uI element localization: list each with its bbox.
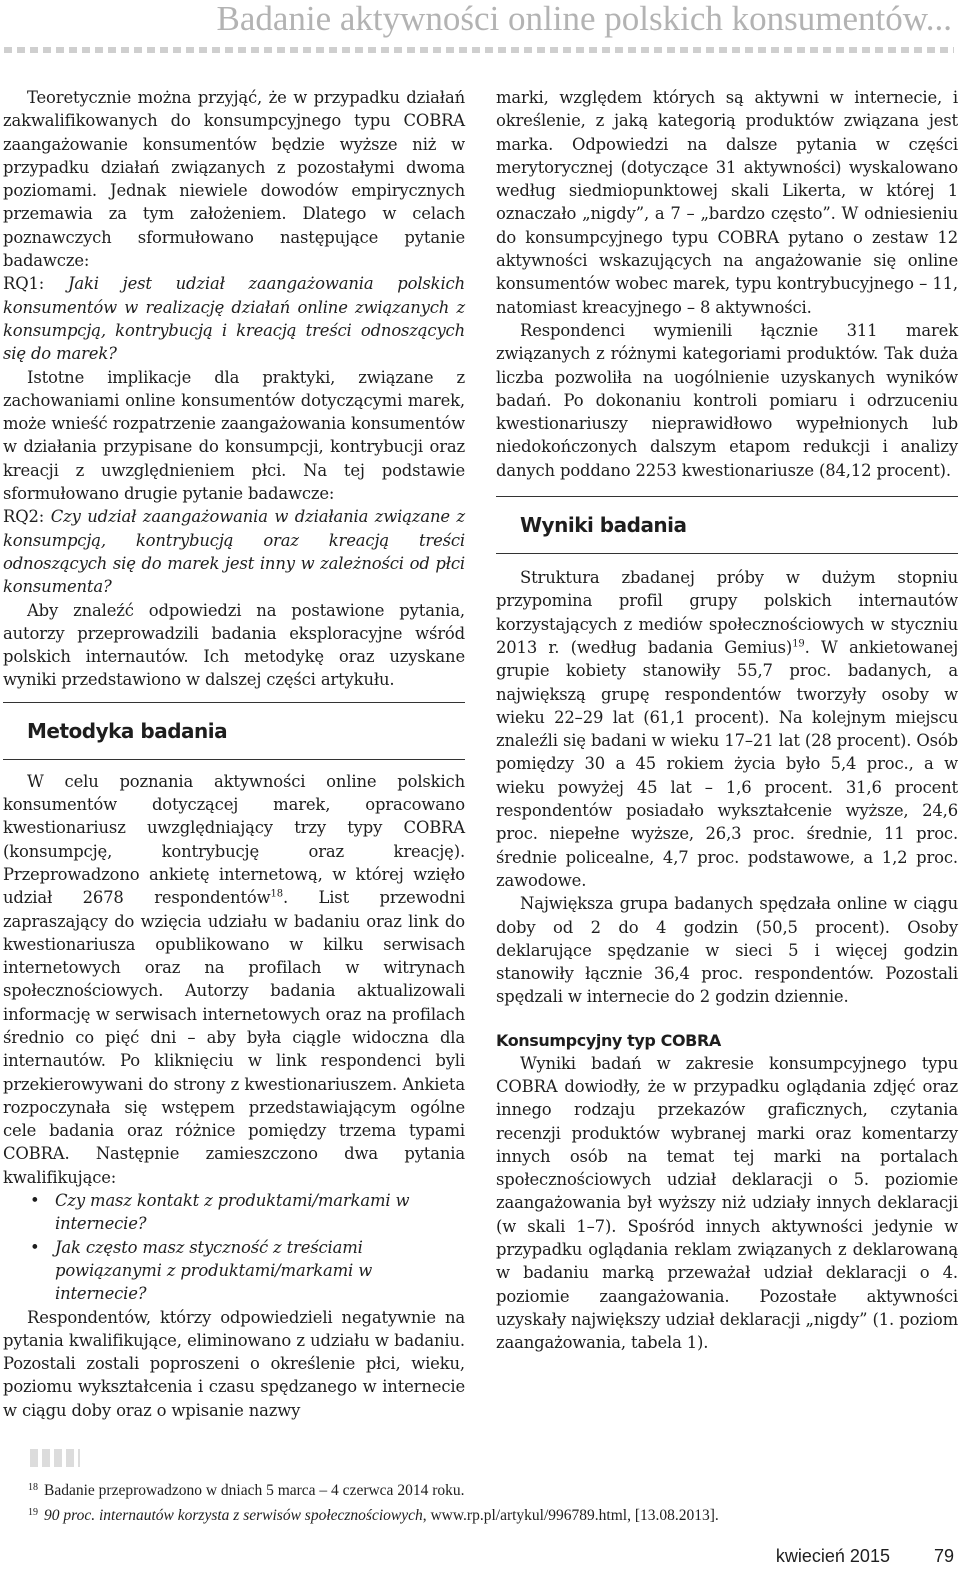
section-heading-wyniki: Wyniki badania [520,513,687,538]
footnote-number: 18 [28,1482,38,1493]
qualifying-questions-list [3,1189,465,1305]
paragraph-consumption-results: Wyniki badań w zakresie konsumpcyjnego typu COBRA dowiodły, że w przypadku oglądania zdjęć oraz innego rodzaju przekazów graficznych, czytania recenzji produktów wybranej marki oraz komentarzy innych osób na temat tej marki na portalach społecznościowych udział deklaracji o 5. poziomie zaangażowania był wyższy niż udziały innych deklaracji (w skali 1–7). Spośród innych aktywności jedynie w przypadku oglądania reklam związanych z deklarowaną w badaniu marką przeważał udział deklaracji o 4. poziomie zaangażowania. Pozostałe aktywności uzyskały największy udział deklaracji „nigdy” (1. poziom zaangażowania, tabela 1). [496,1053,958,1353]
footnote-text: , www.rp.pl/artykul/996789.html, [13.08.2013]. [422,1507,719,1524]
footnote-text: Badanie przeprowadzono w dniach 5 marca – 4 czerwca 2014 roku. [44,1482,465,1499]
issue-date: kwiecień 2015 [775,1546,890,1566]
methodology-text-a: W celu poznania aktywności online polskich konsumentów dotyczącej marek, opracowano kwestionariusz uwzględniający trzy typy COBRA (konsumpcję, kontrybucję oraz kreację). Przeprowadzono ankietę internetową, w której wzięło udział 2678 respondentów [3,771,465,908]
subheading-konsumpcyjny: Konsumpcyjny typ COBRA [496,1030,721,1050]
footnote-ref-18: 18 [270,888,283,900]
paragraph-implications: Istotne implikacje dla praktyki, związane z zachowaniami online konsumentów dotyczącymi marek, może wnieść rozpatrzenie zaangażowania konsumentów w działania przypisane do konsumpcji, kontrybucji oraz kreacji z uwzględnieniem płci. Na tej podstawie sformułowano drugie pytanie badawcze: [3,367,465,504]
sample-text-a: Struktura zbadanej próby w dużym stopniu przypomina profil grupy polskich internautów korzystających z mediów społecznościowych w styczniu 2013 r. (według badania Gemius) [496,568,958,657]
footnotes [28,1477,948,1527]
paragraph-answers: Aby znaleźć odpowiedzi na postawione pytania, autorzy przeprowadzili badania eksploracyjne wśród polskich internautów. Ich metodykę oraz uzyskane wyniki przedstawiono w dalszej części artykułu. [3,600,465,690]
footnote-19 [28,1502,948,1527]
paragraph-brands: marki, względem których są aktywni w internecie, i określenie, z jaką kategorią produktów związana jest marka. Odpowiedzi na dalsze pytania w części merytorycznej (dotyczące 31 aktywności) wyskalowano według siedmiopunktowej skali Likerta, w której 1 oznaczało „nigdy”, a 7 – „bardzo często”. W odniesieniu do konsumpcyjnego typu COBRA pytano o zestaw 12 aktywności wskazujących na angażowanie się online konsumentów wobec marek, typu kontrybucyjnego – 11, natomiast kreacyjnego – 8 aktywności. [496,88,958,317]
research-question-2 [3,505,465,598]
paragraph-methodology [3,770,465,1189]
paragraph-intro: Teoretycznie można przyjąć, że w przypadku działań zakwalifikowanych do konsumpcyjnego typu COBRA zaangażowanie konsumentów będzie wyższe niż w przypadku działań związanych z pozostałymi dwoma poziomami. Jednak niewiele dowodów empirycznych przemawia za tym założeniem. Dlatego w celach poznawczych sformułowano następujące pytanie badawcze: [3,88,465,271]
page-number: 79 [933,1546,954,1566]
rq2-text: Czy udział zaangażowania w działania związane z konsumpcją, kontrybucją oraz kreacją treści odnoszących się do marek jest inny w zależności od płci konsumenta? [3,507,465,597]
rq2-label: RQ2: [3,507,51,527]
rq1-text: Jaki jest udział zaangażowania polskich konsumentów w realizację działań online związanych z konsumpcją, kontrybucją i kreacją treści odnoszących się do marek? [3,274,465,364]
footnote-ref-19: 19 [792,638,805,650]
page-footer [776,1546,954,1567]
header-dotted-rule [4,47,954,53]
research-question-1 [3,272,465,365]
rq1-label: RQ1: [3,274,68,294]
paragraph-sample-structure [496,566,958,892]
section-heading-metodyka: Metodyka badania [27,718,228,743]
paragraph-time-online: Największa grupa badanych spędzała online w ciągu doby od 2 do 4 godzin (50,5 procent). Osoby deklarujące spędzanie w sieci 5 i więcej godzin stanowiły łącznie 36,4 proc. respondentów. Pozostali spędzali w internecie do 2 godzin dziennie. [496,894,958,1007]
paragraph-respondents-brands: Respondenci wymienili łącznie 311 marek związanych z różnymi kategoriami produktów. Tak duża liczba pozwoliła na uogólnienie uzyskanych wyników badań. Po dokonaniu kontroli pomiaru i odrzuceniu kwestionariuszy nieprawidłowo wypełnionych lub niedokończonych dalszym etapom redukcji i analizy danych poddano 2253 kwestionariusze (84,12 procent). [496,320,958,480]
footnote-18 [28,1477,948,1502]
footnote-number: 19 [28,1507,38,1518]
methodology-text-b: . List przewodni zapraszający do wzięcia udziału w badaniu oraz link do kwestionariusza opublikowano w kilku serwisach internetowych oraz na profilach w witrynach społecznościowych. Autorzy badania aktualizowali informację w serwisach internetowych oraz na profilach średnio co pięć dni – aby była ciągle widoczna dla internautów. Po kliknięciu w link respondenci byli przekierowywani do strony z kwestionariuszem. Ankieta rozpoczynała się wstępem przedstawiającym ogólne cele badania oraz różnice pomiędzy trzema typami COBRA. Następnie zamieszczono dwa pytania kwalifikujące: [3,888,465,1187]
running-header-title: Badanie aktywności online polskich konsumentów... [216,0,952,38]
sample-text-b: . W ankietowanej grupie kobiety stanowiły 55,7 proc. badanych, a największą grupę respondentów tworzyły osoby w wieku 22–29 lat (61,1 procent). Na kolejnym miejscu znaleźli się badani w wieku 17–21 lat (28 procent). Osób pomiędzy 30 a 45 rokiem życia było 5,4 proc., a w wieku powyżej 45 lat – 1,6 procent. 31,6 procent respondentów posiadało wykształcenie wyższe, 24,6 proc. niepełne wyższe, 26,3 proc. średnie, 11 proc. średnie policealne, 4,7 proc. podstawowe, a 1,2 proc. zawodowe. [496,637,959,890]
paragraph-respondents: Respondentów, którzy odpowiedzieli negatywnie na pytania kwalifikujące, eliminowano z udziału w badaniu. Pozostali zostali poproszeni o określenie płci, wieku, poziomu wykształcenia i czasu spędzanego w internecie w ciągu doby oraz o wpisanie nazwy [3,1307,465,1420]
footnote-dots-decoration [30,1449,80,1467]
footnote-text-italic: 90 proc. internautów korzysta z serwisów społecznościowych [44,1507,423,1524]
left-column [3,86,465,1422]
right-column [496,86,958,1355]
list-item: • Czy masz kontakt z produktami/markami w internecie? [3,1189,465,1236]
list-item: • Jak często masz styczność z treściami powiązanymi z produktami/markami w internecie? [3,1236,465,1306]
